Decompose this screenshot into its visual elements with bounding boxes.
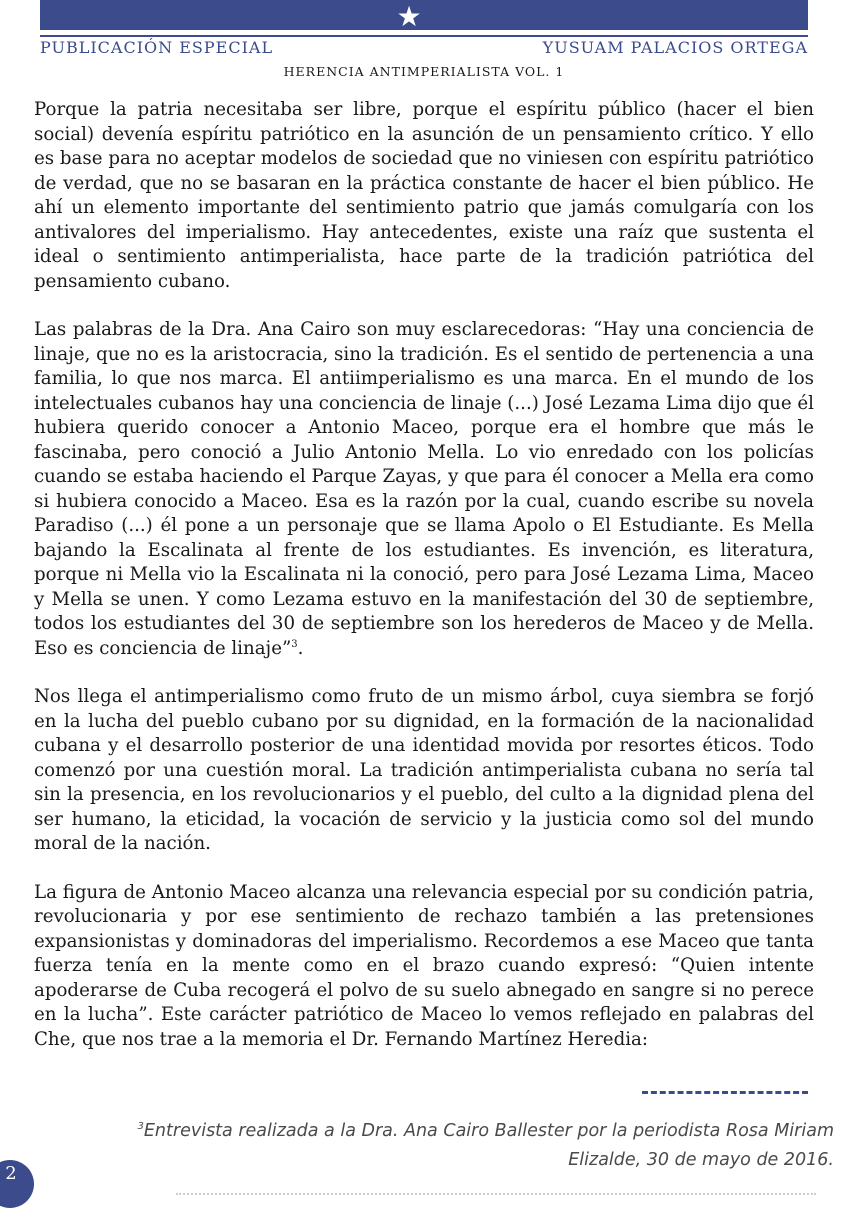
footnote-reference[interactable]: 3 (291, 638, 298, 650)
paragraph-1-text: Porque la patria necesitaba ser libre, porque el espíritu público (hacer el bien social) devenía espíritu patriótico en la asunción de un pensamiento crítico. Y ello es base para no aceptar modelos de sociedad que no viniesen con espíritu patriótico de verdad, que no se basaran en la práctica constante de hacer el bien público. He ahí un elemento importante del sentimiento patrio que jamás comulgaría con los antivalores del imperialismo. Hay antecedentes, existe una raíz que sustenta el ideal o sentimiento antimperialista, hace parte de la tradición patriótica del pensamiento cubano. (34, 99, 814, 292)
bottom-decoration (176, 1193, 816, 1199)
header-rule (40, 35, 808, 37)
footnote (134, 1112, 834, 1175)
body-text (34, 98, 814, 1076)
footnote-separator (642, 1091, 808, 1094)
paragraph-2-tail: . (297, 637, 304, 659)
page-number: 2 (5, 1163, 17, 1184)
volume-title: HERENCIA ANTIMPERIALISTA VOL. 1 (283, 64, 565, 79)
paragraph-2 (34, 318, 814, 661)
paragraph-2-text: Las palabras de la Dra. Ana Cairo son muy esclarecedoras: “Hay una conciencia de linaje, que no es la aristocracia, sino la tradición. Es el sentido de pertenencia a una familia, lo que nos marca. El antiimperialismo es una marca. En el mundo de los intelectuales cubanos hay una conciencia de linaje (...) José Lezama Lima dijo que él hubiera querido conocer a Antonio Maceo, porque era el hombre que más le fascinaba, pero conoció a Julio Antonio Mella. Lo vio enredado con los policías cuando se estaba haciendo el Parque Zayas, y que para él conocer a Mella era como si hubiera conocido a Maceo. Esa es la razón por la cual, cuando escribe su novela Paradiso (...) él pone a un personaje que se llama Apolo o El Estudiante. Es Mella bajando la Escalinata al frente de los estudiantes. Es invención, es literatura, porque ni Mella vio la Escalinata ni la conoció, pero para José Lezama Lima, Maceo y Mella se unen. Y como Lezama estuvo en la manifestación del 30 de septiembre, todos los estudiantes del 30 de septiembre son los herederos de Maceo y de Mella. Eso es conciencia de linaje” (34, 319, 814, 659)
footnote-line-2: Elizalde, 30 de mayo de 2016. (568, 1149, 834, 1170)
publication-label: PUBLICACIÓN ESPECIAL (40, 38, 274, 57)
author-name: YUSUAM PALACIOS ORTEGA (542, 38, 808, 57)
paragraph-4-text: La figura de Antonio Maceo alcanza una relevancia especial por su condición patria, revolucionaria y por ese sentimiento de rechazo también a las pretensiones expansionistas y dominadoras del imperialismo. Recordemos a ese Maceo que tanta fuerza tenía en la mente como en el brazo cuando expresó: “Quien intente apoderarse de Cuba recogerá el polvo de su suelo abnegado en sangre si no perece en la lucha”. Este carácter patriótico de Maceo lo vemos reflejado en palabras del Che, que nos trae a la memoria el Dr. Fernando Martínez Heredia: (34, 881, 814, 1050)
header-banner (40, 0, 808, 33)
footnote-line-1: Entrevista realizada a la Dra. Ana Cairo Ballester por la periodista Rosa Miriam (143, 1120, 834, 1141)
paragraph-3-text: Nos llega el antimperialismo como fruto de un mismo árbol, cuya siembra se forjó en la lucha del pueblo cubano por su dignidad, en la formación de la nacionalidad cubana y el desarrollo posterior de una identidad movida por resortes éticos. Todo comenzó por una cuestión moral. La tradición antimperialista cubana no sería tal sin la presencia, en los revolucionarios y el pueblo, del culto a la dignidad plena del ser humano, la eticidad, la vocación de servicio y la justicia como sol del mundo moral de la nación. (34, 686, 814, 854)
star-icon: ★ (396, 0, 422, 33)
paragraph-3 (34, 685, 814, 857)
paragraph-4 (34, 881, 814, 1053)
paragraph-1 (34, 98, 814, 294)
footnote-number: 3 (137, 1121, 144, 1132)
